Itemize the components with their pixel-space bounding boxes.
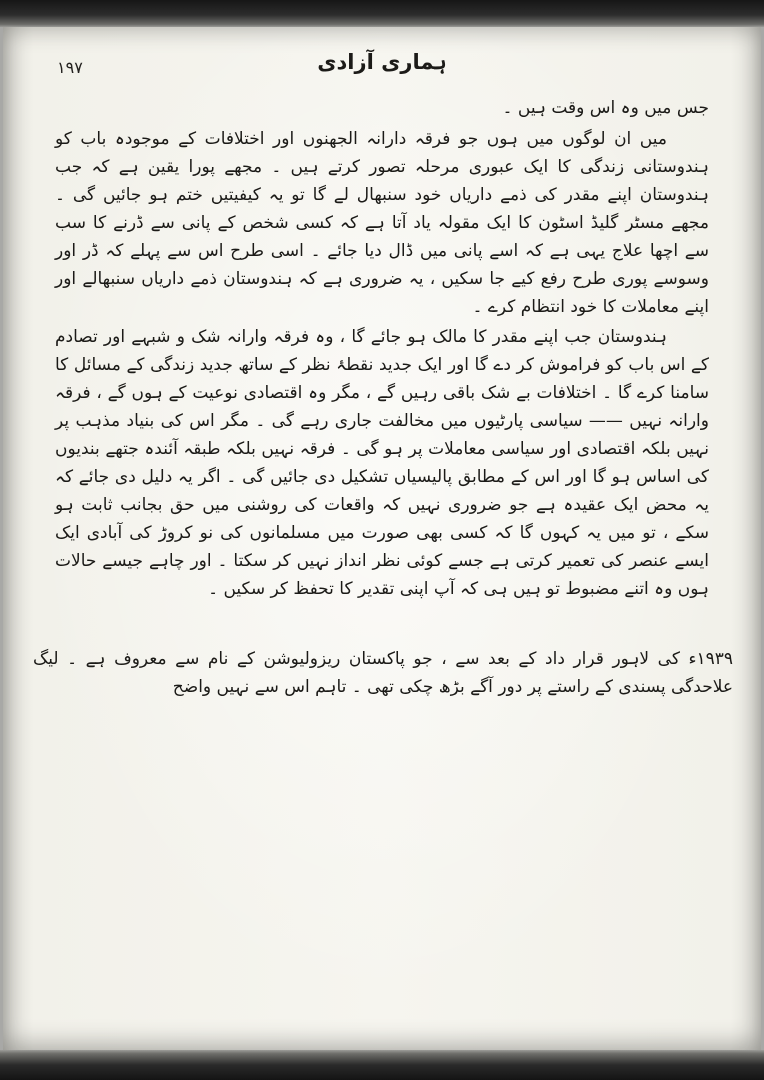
paragraph-1: میں ان لوگوں میں ہوں جو فرقہ دارانہ الجھنوں اور اختلافات کے موجودہ باب کو ہندوستانی زندگی کا ایک عبوری مرحلہ تصور کرتے ہیں ۔ مجھے پورا یقین ہے کہ جب ہندوستان اپنے مقدر کی ذمے داریاں خود سنبھال لے گا تو یہ کیفیتیں ختم ہو جائیں گی ۔ مجھے مسٹر گلیڈ اسٹون کا ایک مقولہ یاد آتا ہے کہ کسی شخص کے پانی سے ڈرنے کا سب سے اچھا علاج یہی ہے کہ اسے پانی میں ڈال دیا جائے ۔ اسی طرح اس سے پہلے کہ ڈر اور وسوسے پوری طرح رفع کیے جا سکیں ، یہ ضروری ہے کہ ہندوستان ذمے داریاں سنبھالے اور اپنے معاملات کا خود انتظام کرے ۔ — [55, 129, 709, 317]
scan-edge-top — [0, 0, 764, 27]
paragraph-3: ۱۹۳۹ء کی لاہور قرار داد کے بعد سے ، جو پاکستان ریزولیوشن کے نام سے معروف ہے ۔ لیگ علاحدگی پسندی کے راستے پر دور آگے بڑھ چکی تھی ۔ تاہم اس سے نہیں واضح — [33, 649, 733, 697]
paragraph-2: ہندوستان جب اپنے مقدر کا مالک ہو جائے گا ، وہ فرقہ وارانہ شک و شبہے اور تصادم کے اس باب کو فراموش کر دے گا اور ایک جدید نقطۂ نظر کے ساتھ جدید زندگی کے مسائل کا سامنا کرے گا ۔ اختلافات بے شک باقی رہیں گے ، مگر وہ اقتصادی نوعیت کے ہوں گے ، فرقہ وارانہ نہیں —— سیاسی پارٹیوں میں مخالفت جاری رہے گی ۔ مگر اس کی بنیاد مذہب پر نہیں بلکہ اقتصادی اور سیاسی معاملات پر ہو گی ۔ فرقہ نہیں بلکہ طبقہ آئندہ جتھے بندیوں کی اساس ہو گا اور اس کے مطابق پالیسیاں تشکیل دی جائیں گی ۔ اگر یہ دلیل دی جائے کہ یہ محض ایک عقیدہ ہے جو ضروری نہیں کہ واقعات کی روشنی میں حق بجانب ثابت ہو سکے ، تو میں یہ کہوں گا کہ کسی بھی صورت میں مسلمانوں کی نو کروڑ کی آبادی ایک ایسے عنصر کی تعمیر کرتی ہے جسے کوئی نظر انداز نہیں کر سکتا ۔ اور چاہے جیسے حالات ہوں وہ اتنے مضبوط تو ہیں ہی کہ آپ اپنی تقدیر کا تحفظ کر سکیں ۔ — [55, 327, 709, 599]
page-number: ۱۹۷ — [57, 58, 83, 77]
scan-edge-bottom — [0, 1050, 764, 1080]
book-title: ہماری آزادی — [317, 50, 447, 74]
opening-line: جس میں وہ اس وقت ہیں ۔ — [502, 98, 709, 118]
page-header — [3, 24, 761, 88]
book-page — [3, 24, 761, 1053]
body-text — [33, 94, 733, 701]
